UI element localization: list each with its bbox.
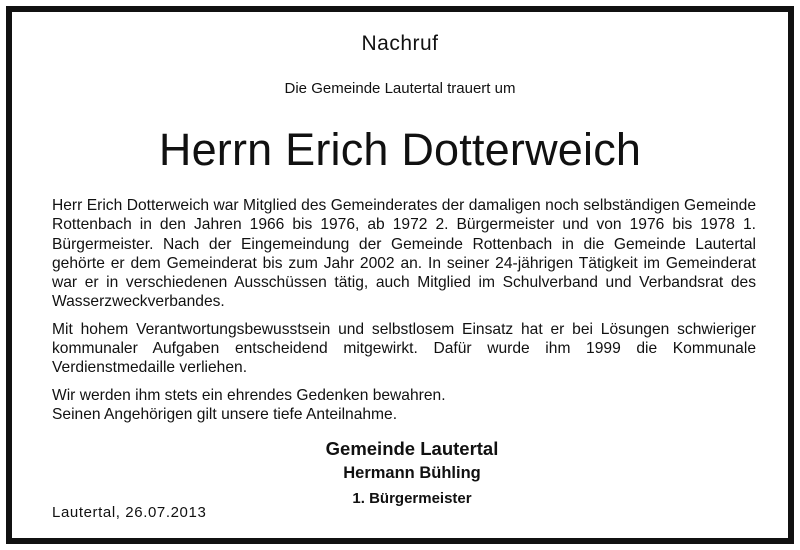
notice-heading: Nachruf	[361, 32, 439, 55]
closing-line-condolence: Seinen Angehörigen gilt unsere tiefe Anteilnahme.	[52, 405, 398, 423]
body-paragraph-closing	[52, 386, 756, 425]
body-paragraph-merits: Mit hohem Verantwortungsbewusstsein und selbstlosem Einsatz hat er bei Lösungen schwieriger kommunaler Aufgaben entscheidend mitgewirkt. Dafür wurde ihm 1999 die Kommunale Verdienstmedaille verliehen.	[52, 320, 756, 377]
notice-subheading: Die Gemeinde Lautertal trauert um	[284, 80, 516, 97]
notice-body	[52, 196, 756, 432]
signature-organization: Gemeinde Lautertal	[325, 438, 499, 459]
closing-line-remembrance: Wir werden ihm stets ein ehrendes Gedenken bewahren.	[52, 386, 446, 404]
signature-name: Hermann Bühling	[343, 464, 481, 482]
signature-title: 1. Bürgermeister	[352, 490, 472, 507]
place-and-date: Lautertal, 26.07.2013	[52, 504, 207, 521]
deceased-name: Herrn Erich Dotterweich	[158, 124, 642, 175]
obituary-notice-frame	[6, 6, 794, 544]
body-paragraph-career: Herr Erich Dotterweich war Mitglied des Gemeinderates der damaligen noch selbständigen Gemeinde Rottenbach in den Jahren 1966 bis 1976, ab 1972 2. Bürgermeister und von 1976 bis 1978 1. Bürgermeister. Nach der Eingemeindung der Gemeinde Rottenbach in die Gemeinde Lautertal gehörte er dem Gemeinderat bis zum Jahr 2002 an. In seiner 24-jährigen Tätigkeit im Gemeinderat war er in verschiedenen Ausschüssen tätig, auch Mitglied im Schulverband und Verbandsrat des Wasserzweckverbandes.	[52, 197, 756, 311]
